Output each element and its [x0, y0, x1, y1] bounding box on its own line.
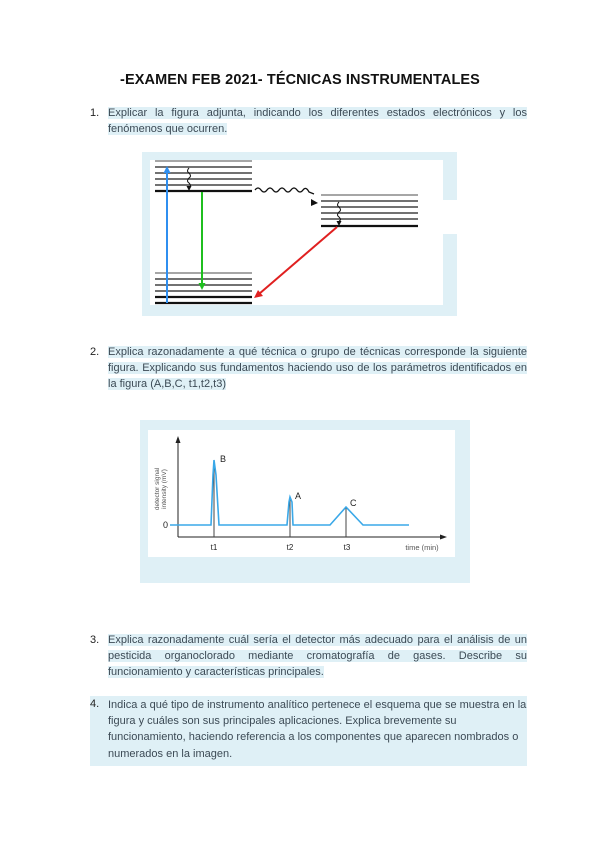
question-number: 1.: [90, 107, 100, 119]
jablonski-diagram: [142, 152, 460, 316]
chromatogram-figure: [140, 420, 470, 583]
page-title: -EXAMEN FEB 2021- TÉCNICAS INSTRUMENTALES: [120, 72, 480, 88]
x-axis-label: time (min): [405, 543, 439, 552]
question-text: Indica a qué tipo de instrumento analítico pertenece el esquema que se muestra en la figura y cuáles son sus principales aplicaciones. Explica brevemente su funcionamiento, haciendo referencia a los componentes que aparecen nombrados o numerados en la imagen.: [108, 699, 527, 760]
question-text: Explica razonadamente a qué técnica o grupo de técnicas corresponde la siguiente figura. Explicando sus fundamentos haciendo uso de los parámetros identificados en la figura (A,B,C, t1,t2,t3): [108, 346, 527, 391]
y-axis-label-2: intensity (mV): [161, 469, 168, 509]
tick-t2: t2: [286, 543, 294, 552]
y-axis-zero: 0: [163, 520, 169, 530]
peak-label-c: C: [350, 498, 357, 508]
peak-label-b: B: [220, 454, 227, 464]
question-4: [90, 696, 527, 766]
tick-t3: t3: [343, 543, 351, 552]
peak-label-a: A: [295, 491, 302, 501]
question-3: [90, 632, 527, 681]
question-2: [90, 344, 527, 393]
question-text: Explica razonadamente cuál sería el detector más adecuado para el análisis de un pesticida organoclorado mediante cromatografía de gases. Describe su funcionamiento y características principales.: [108, 634, 527, 679]
question-text: Explicar la figura adjunta, indicando los diferentes estados electrónicos y los fenómenos que ocurren.: [108, 107, 527, 136]
y-axis-label: detector signal: [154, 467, 161, 511]
question-number: 4.: [90, 698, 100, 710]
question-number: 2.: [90, 346, 100, 358]
question-number: 3.: [90, 634, 100, 646]
tick-t1: t1: [210, 543, 218, 552]
